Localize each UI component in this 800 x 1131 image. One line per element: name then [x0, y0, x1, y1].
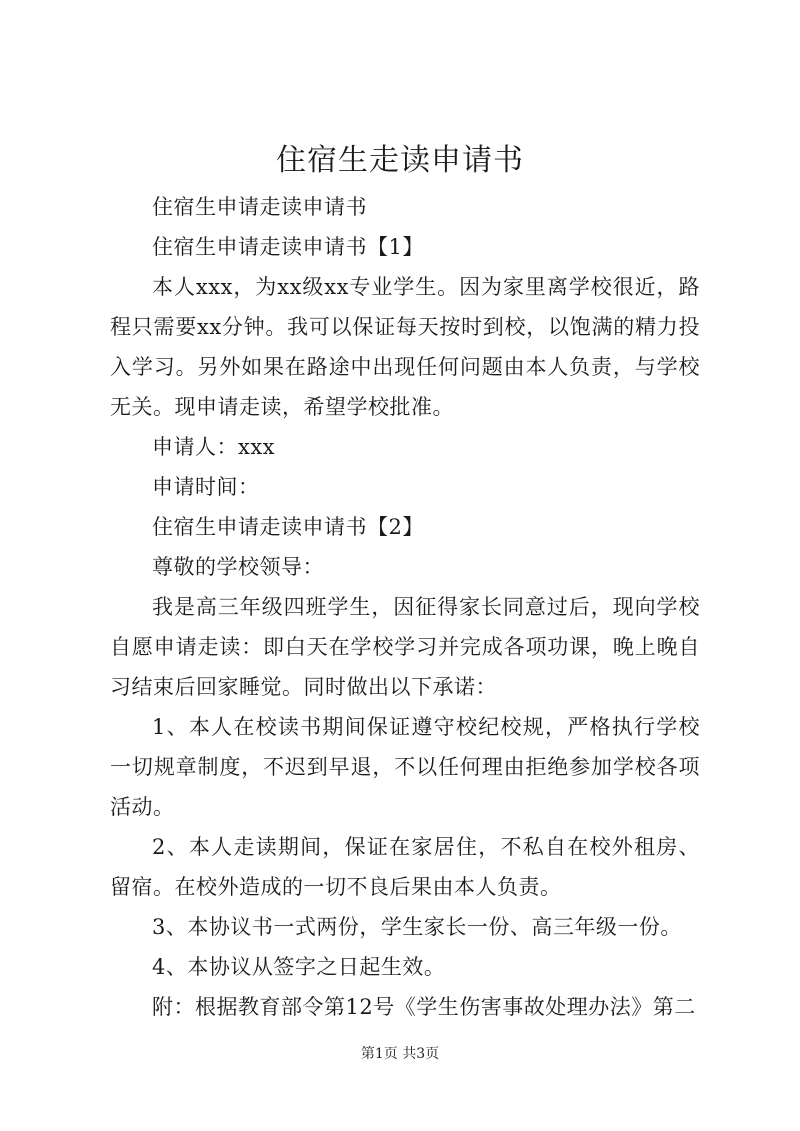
- paragraph-salutation: 尊敬的学校领导：: [152, 555, 324, 579]
- paragraph-promise-2: 2、本人走读期间，保证在家居住，不私自在校外租房、留宿。在校外造成的一切不良后果由本人负责。: [110, 835, 700, 899]
- paragraph-promise-4: 4、本协议从签字之日起生效。: [152, 955, 446, 979]
- paragraph-appendix: 附：根据教育部令第12号《学生伤害事故处理办法》第二: [152, 995, 696, 1019]
- paragraph-heading: 住宿生申请走读申请书: [152, 195, 367, 219]
- document-body: [110, 187, 700, 1027]
- paragraph-section-2-title: 住宿生申请走读申请书【2】: [152, 515, 424, 539]
- paragraph-request: 我是高三年级四班学生，因征得家长同意过后，现向学校自愿申请走读：即白天在学校学习并完成各项功课，晚上晚自习结束后回家睡觉。同时做出以下承诺：: [110, 595, 700, 699]
- page-number-footer: 第1页 共3页: [360, 1046, 440, 1062]
- paragraph-section-1-title: 住宿生申请走读申请书【1】: [152, 235, 424, 259]
- paragraph-promise-1: 1、本人在校读书期间保证遵守校纪校规，严格执行学校一切规章制度，不迟到早退，不以任何理由拒绝参加学校各项活动。: [110, 715, 700, 819]
- paragraph-promise-3: 3、本协议书一式两份，学生家长一份、高三年级一份。: [152, 915, 682, 939]
- paragraph-applicant: 申请人：xxx: [152, 435, 276, 459]
- document-title: 住宿生走读申请书: [276, 143, 524, 178]
- paragraph-date: 申请时间：: [152, 475, 260, 499]
- paragraph-statement: 本人xxx，为xx级xx专业学生。因为家里离学校很近，路程只需要xx分钟。我可以保证每天按时到校，以饱满的精力投入学习。另外如果在路途中出现任何问题由本人负责，与学校无关。现申请走读，希望学校批准。: [110, 275, 700, 419]
